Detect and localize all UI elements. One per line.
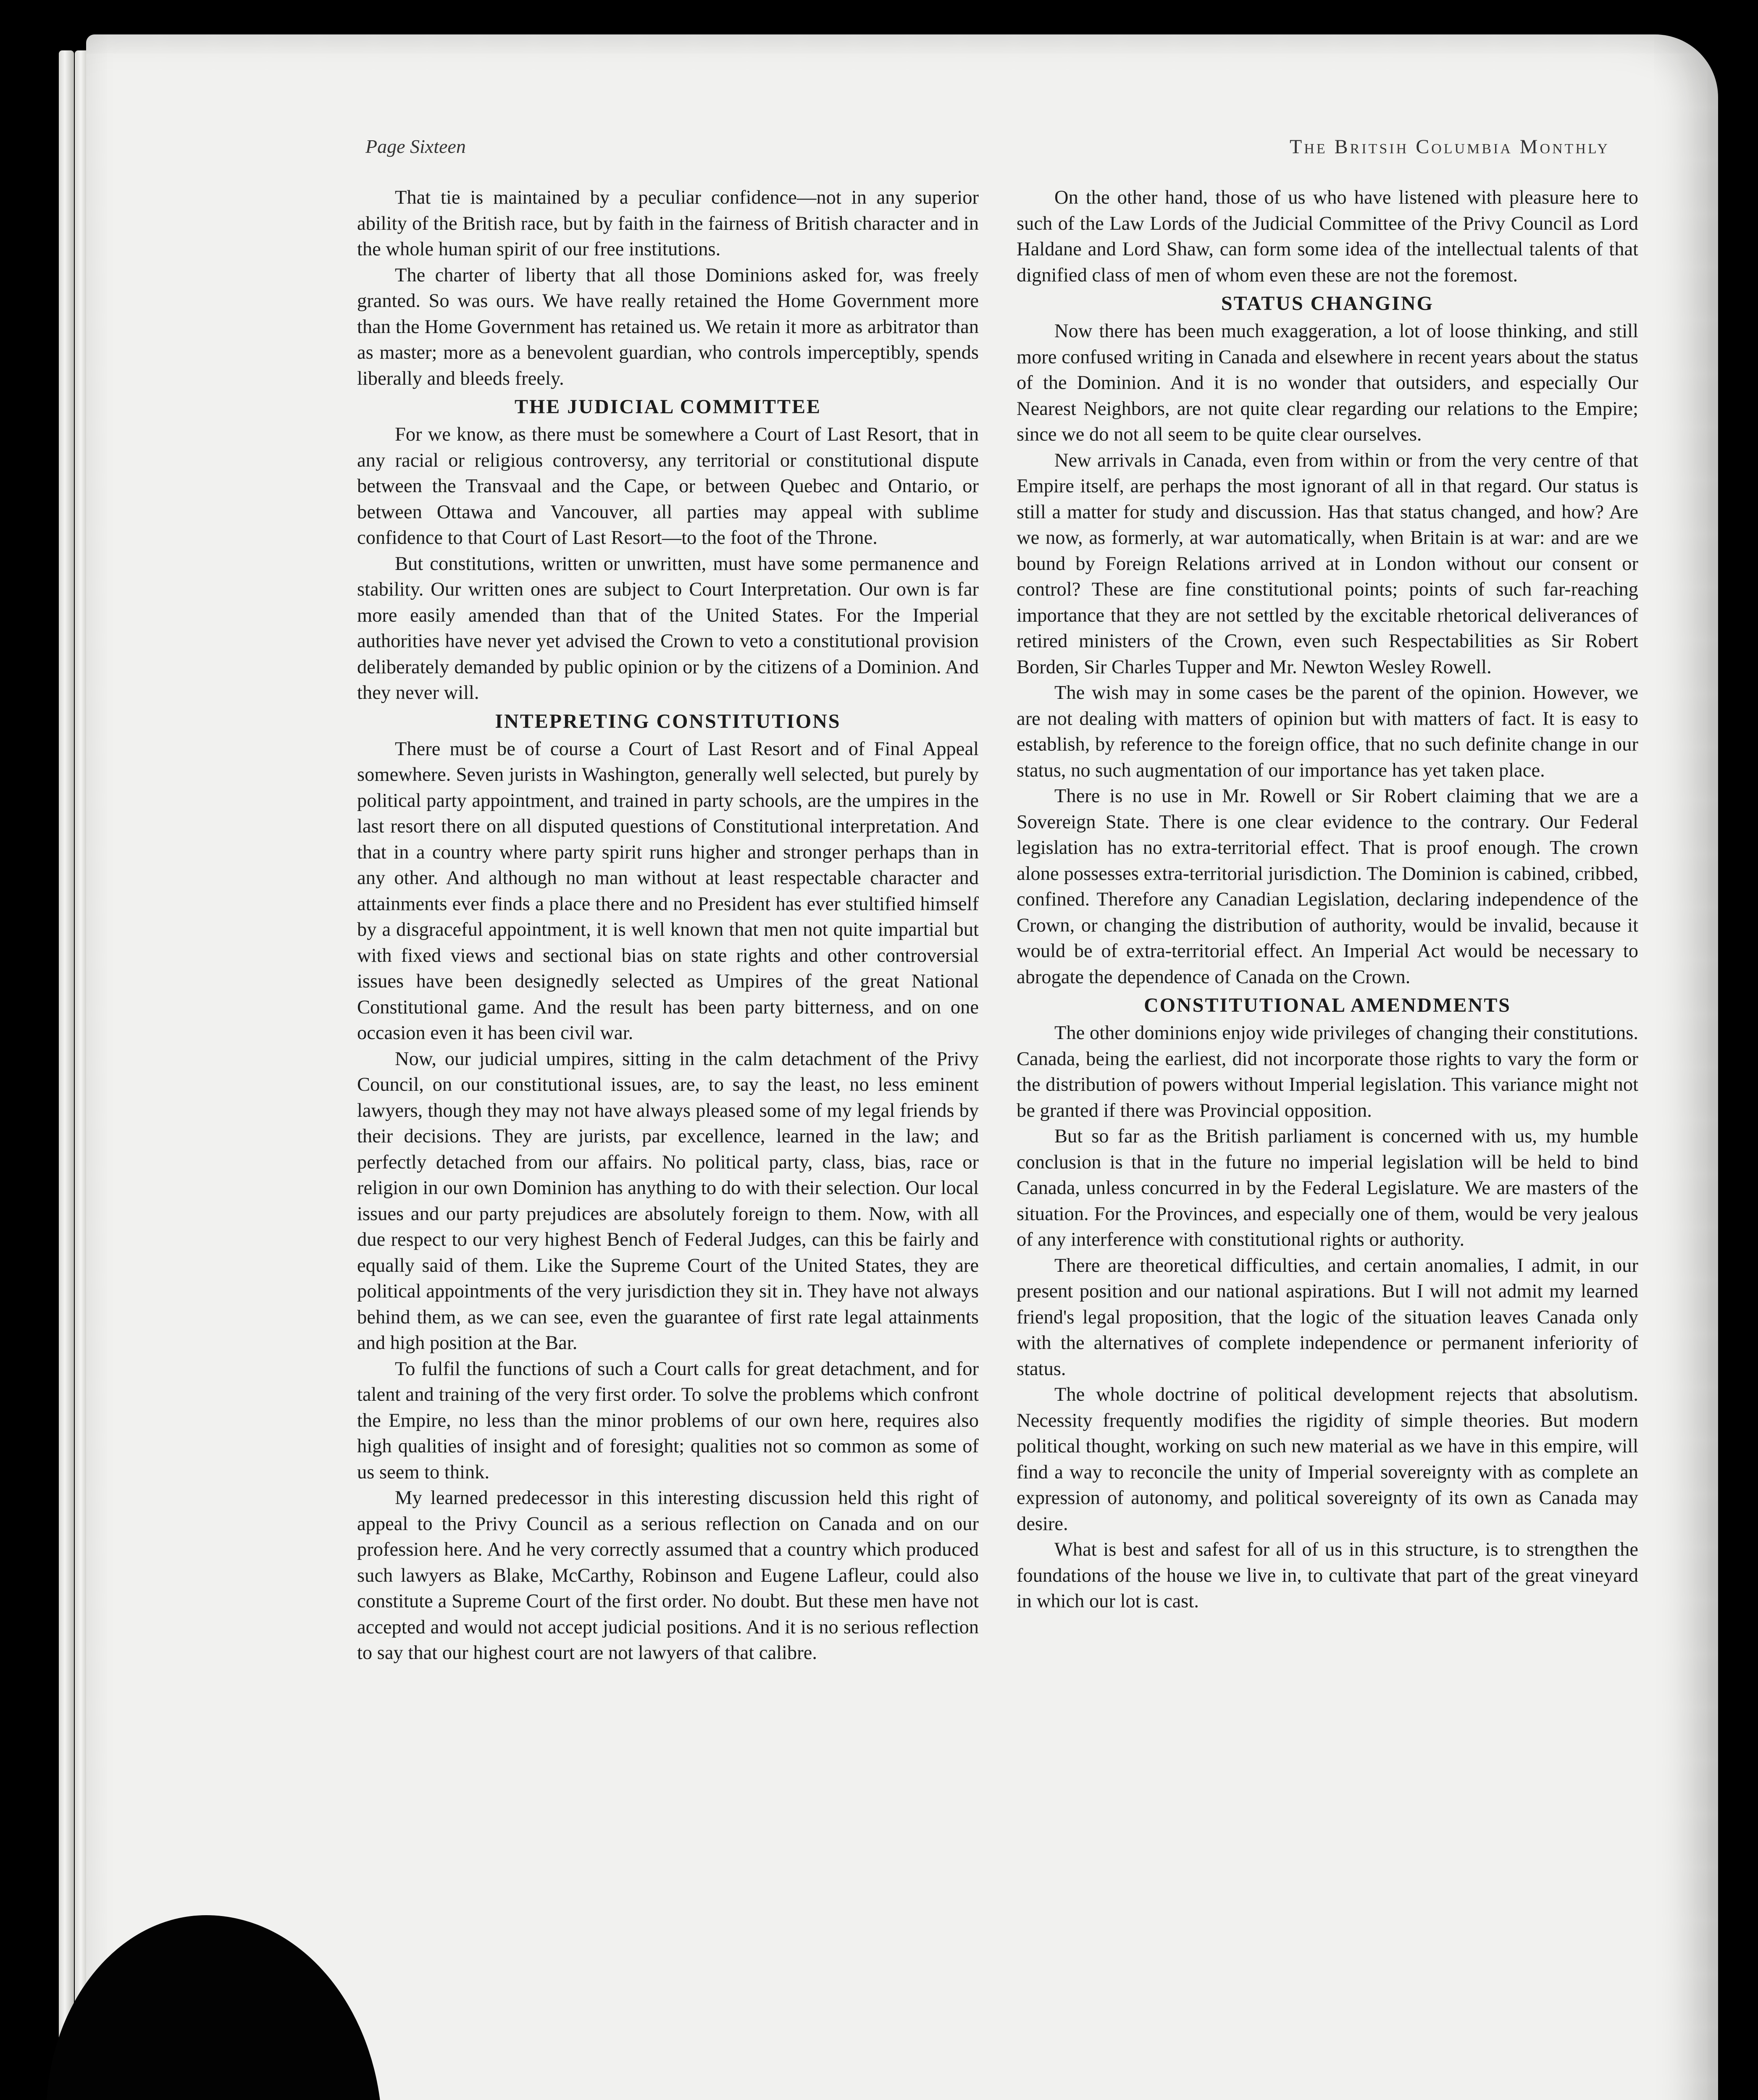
- paragraph: There is no use in Mr. Rowell or Sir Robert claiming that we are a Sovereign State. There is one clear evidence to the contrary. Our Federal legislation has no extra-territorial effect. That is proof enough. The crown alone possesses extra-territorial jurisdiction. The Dominion is cabined, cribbed, confined. Therefore any Canadian Legislation, declaring independence of the Crown, or changing the distribution of authority, would be invalid, because it would be of extra-territorial effect. An Imperial Act would be necessary to abrogate the dependence of Canada on the Crown.: [1017, 785, 1638, 988]
- magazine-title: The Britsih Columbia Monthly: [1290, 136, 1610, 158]
- section-heading: THE JUDICIAL COMMITTEE: [514, 396, 822, 418]
- left-column: [357, 185, 979, 1666]
- paragraph: That tie is maintained by a peculiar confidence—not in any superior ability of the British race, but by faith in the fairness of British character and in the whole human spirit of our free institutions.: [357, 187, 979, 260]
- paragraph: On the other hand, those of us who have listened with pleasure here to such of the Law Lords of the Judicial Committee of the Privy Council as Lord Haldane and Lord Shaw, can form some idea of the intellectual talents of that dignified class of men of whom even these are not the foremost.: [1017, 187, 1638, 286]
- paragraph: The other dominions enjoy wide privileges of changing their constitutions. Canada, being the earliest, did not incorporate those rights to vary the form or the distribution of powers without Imperial legislation. This variance might not be granted if there was Provincial opposition.: [1017, 1022, 1638, 1121]
- paragraph: The wish may in some cases be the parent of the opinion. However, we are not dealing with matters of opinion but with matters of fact. It is easy to establish, by reference to the foreign office, that no such definite change in our status, no such augmentation of our importance has yet taken place.: [1017, 682, 1638, 781]
- section-heading: CONSTITUTIONAL AMENDMENTS: [1144, 994, 1511, 1016]
- right-column: [1017, 185, 1638, 1614]
- paragraph: Now, our judicial umpires, sitting in the calm detachment of the Privy Council, on our constitutional issues, are, to say the least, no less eminent lawyers, though they may not have always pleased some of my legal friends by their decisions. They are jurists, par excellence, learned in the law; and perfectly detached from our affairs. No political party, class, bias, race or religion in our own Dominion has anything to do with their selection. Our local issues and our party prejudices are absolutely foreign to them. Now, with all due respect to our very highest Bench of Federal Judges, can this be fairly and equally said of them. Like the Supreme Court of the United States, they are political appointments of the very jurisdiction they sit in. They have not always behind them, as we can see, even the guarantee of first rate legal attainments and high position at the Bar.: [357, 1048, 979, 1354]
- paragraph: But so far as the British parliament is concerned with us, my humble conclusion is that in the future no imperial legislation will be held to bind Canada, unless concurred in by the Federal Legislature. We are masters of the situation. For the Provinces, and especially one of them, would be very jealous of any interference with constitutional rights or authority.: [1017, 1126, 1638, 1250]
- paragraph: There are theoretical difficulties, and certain anomalies, I admit, in our present position and our national aspirations. But I will not admit my learned friend's legal proposition, that the logic of the situation leaves Canada only with the alternatives of complete independence or permanent inferiority of status.: [1017, 1255, 1638, 1380]
- paragraph: The charter of liberty that all those Dominions asked for, was freely granted. So was ours. We have really retained the Home Government more than the Home Government has retained us. We retain it more as arbitrator than as master; more as a benevolent guardian, who controls imperceptibly, spends liberally and bleeds freely.: [357, 264, 979, 389]
- paragraph: The whole doctrine of political development rejects that absolutism. Necessity frequently modifies the rigidity of simple theories. But modern political thought, working on such new material as we have in this empire, will find a way to reconcile the unity of Imperial sovereignty with as complete an expression of autonomy, and political sovereignty of its own as Canada may desire.: [1017, 1384, 1638, 1535]
- section-heading: INTEPRETING CONSTITUTIONS: [495, 710, 841, 732]
- paragraph: For we know, as there must be somewhere a Court of Last Resort, that in any racial or religious controversy, any territorial or constitutional dispute between the Transvaal and the Cape, or between Quebec and Ontario, or between Ottawa and Vancouver, all parties may appeal with sublime confidence to that Court of Last Resort—to the foot of the Throne.: [357, 424, 979, 549]
- page-label: Page Sixteen: [365, 136, 466, 157]
- paragraph: New arrivals in Canada, even from within or from the very centre of that Empire itself, are perhaps the most ignorant of all in that regard. Our status is still a matter for study and discussion. Has that status changed, and how? Are we now, as formerly, at war automatically, when Britain is at war: and are we bound by Foreign Relations arrived at in London without our consent or control? These are fine constitutional points; points of such far-reaching importance that they are not settled by the excitable rhetorical deliverances of retired ministers of the Crown, even such Respectabilities as Sir Robert Borden, Sir Charles Tupper and Mr. Newton Wesley Rowell.: [1017, 449, 1638, 678]
- paragraph: But constitutions, written or unwritten, must have some permanence and stability. Our written ones are subject to Court Interpretation. Our own is far more easily amended than that of the United States. For the Imperial authorities have never yet advised the Crown to veto a constitutional provision deliberately demanded by public opinion or by the citizens of a Dominion. And they never will.: [357, 553, 979, 704]
- section-heading: STATUS CHANGING: [1221, 292, 1434, 315]
- paragraph: There must be of course a Court of Last Resort and of Final Appeal somewhere. Seven jurists in Washington, generally well selected, but purely by political party appointment, and trained in party schools, are the umpires in the last resort there on all disputed questions of Constitutional interpretation. And that in a country where party spirit runs higher and stronger perhaps than in any other. And although no man without at least respectable character and attainments ever finds a place there and no President has ever stultified himself by a disgraceful appointment, it is well known that men not quite impartial but with fixed views and sectional bias on state rights and other controversial issues have been designedly selected as Umpires of the great National Constitutional game. And the result has been party bitterness, and on one occasion even it has been civil war.: [357, 738, 979, 1044]
- paragraph: My learned predecessor in this interesting discussion held this right of appeal to the Privy Council as a serious reflection on Canada and on our profession here. And he very correctly assumed that a country which produced such lawyers as Blake, McCarthy, Robinson and Eugene Lafleur, could also constitute a Supreme Court of the first order. No doubt. But these men have not accepted and would not accept judicial positions. And it is no serious reflection to say that our highest court are not lawyers of that calibre.: [357, 1487, 979, 1664]
- page-edge-stack: [59, 50, 74, 2100]
- paragraph: Now there has been much exaggeration, a lot of loose thinking, and still more confused writing in Canada and elsewhere in recent years about the status of the Dominion. And it is no wonder that outsiders, and especially Our Nearest Neighbors, are not quite clear regarding our relations to the Empire; since we do not all seem to be quite clear ourselves.: [1017, 320, 1638, 445]
- paragraph: What is best and safest for all of us in this structure, is to strengthen the foundations of the house we live in, to cultivate that part of the great vineyard in which our lot is cast.: [1017, 1539, 1638, 1612]
- paragraph: To fulfil the functions of such a Court calls for great detachment, and for talent and training of the very first order. To solve the problems which confront the Empire, no less than the minor problems of our own here, requires also high qualities of insight and of foresight; qualities not so common as some of us seem to think.: [357, 1358, 979, 1483]
